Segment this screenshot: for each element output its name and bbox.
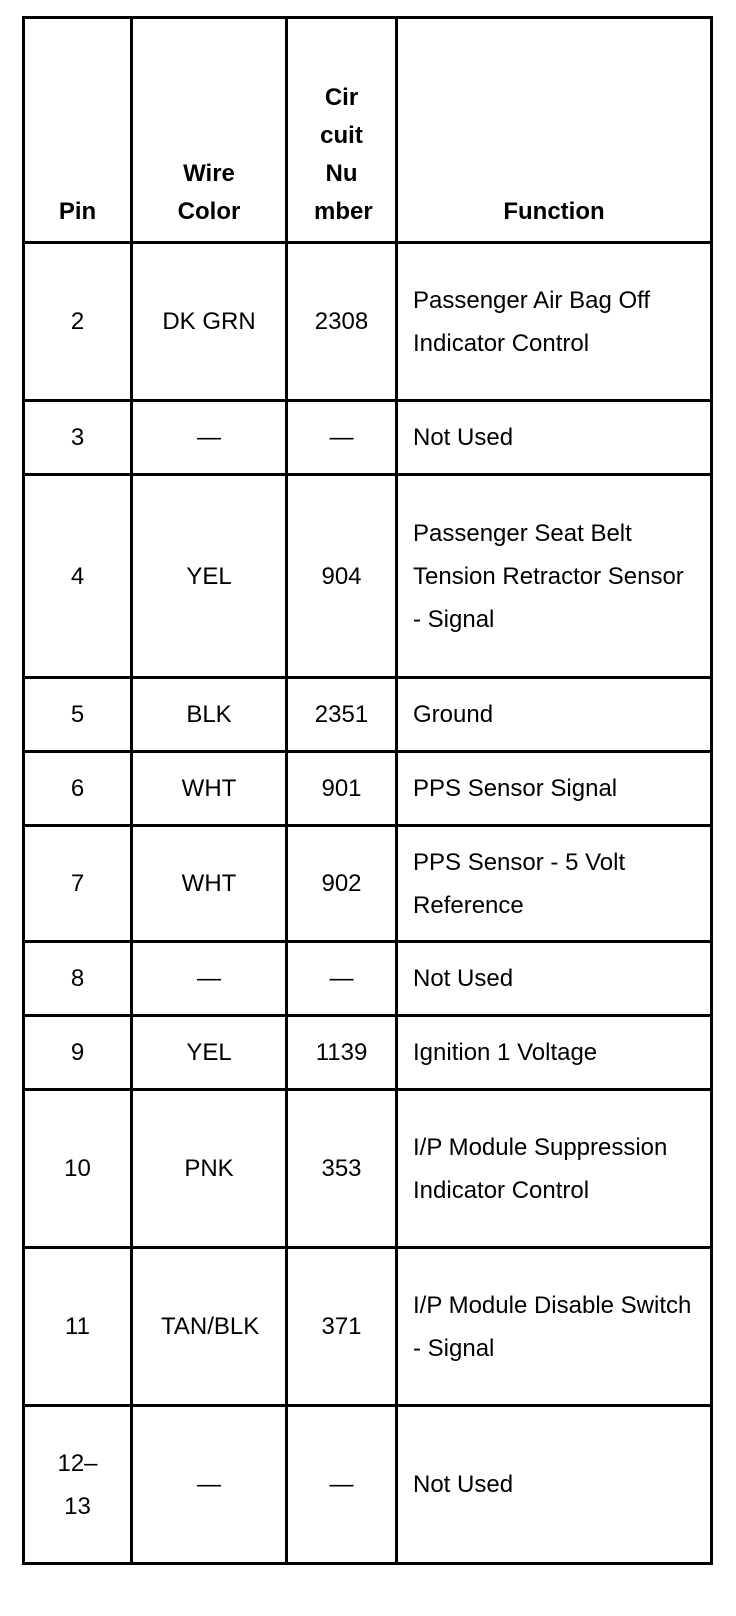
header-wire-color: Wire Color — [132, 18, 287, 243]
table-row — [24, 678, 712, 752]
cell-function: I/P Module Disable Switch - Signal — [397, 1248, 712, 1406]
cell-pin: 11 — [24, 1248, 132, 1406]
header-pin: Pin — [24, 18, 132, 243]
cell-circuit: — — [287, 1406, 397, 1564]
cell-function: Not Used — [397, 1406, 712, 1564]
cell-pin: 5 — [24, 678, 132, 752]
cell-function: Passenger Seat Belt Tension Retractor Sensor - Signal — [397, 475, 712, 678]
cell-pin: 10 — [24, 1090, 132, 1248]
cell-circuit: — — [287, 401, 397, 475]
cell-wire-color: WHT — [132, 826, 287, 942]
cell-wire-color: — — [132, 1406, 287, 1564]
cell-pin: 8 — [24, 942, 132, 1016]
cell-wire-color: BLK — [132, 678, 287, 752]
cell-circuit: 902 — [287, 826, 397, 942]
cell-pin: 2 — [24, 243, 132, 401]
header-function: Function — [397, 18, 712, 243]
table-header-row — [24, 18, 712, 243]
cell-function: PPS Sensor Signal — [397, 752, 712, 826]
cell-function: PPS Sensor - 5 Volt Reference — [397, 826, 712, 942]
table-row — [24, 243, 712, 401]
cell-pin: 9 — [24, 1016, 132, 1090]
table-row — [24, 1406, 712, 1564]
cell-function: Ground — [397, 678, 712, 752]
cell-circuit: 371 — [287, 1248, 397, 1406]
cell-circuit: 2351 — [287, 678, 397, 752]
cell-wire-color: DK GRN — [132, 243, 287, 401]
cell-pin: 12–13 — [24, 1406, 132, 1564]
table-row — [24, 942, 712, 1016]
cell-wire-color: — — [132, 942, 287, 1016]
cell-function: Passenger Air Bag Off Indicator Control — [397, 243, 712, 401]
cell-circuit: 2308 — [287, 243, 397, 401]
cell-circuit: 904 — [287, 475, 397, 678]
cell-wire-color: WHT — [132, 752, 287, 826]
table-row — [24, 1016, 712, 1090]
table-row — [24, 401, 712, 475]
cell-wire-color: — — [132, 401, 287, 475]
cell-pin: 4 — [24, 475, 132, 678]
table-row — [24, 1090, 712, 1248]
cell-function: I/P Module Suppression Indicator Control — [397, 1090, 712, 1248]
cell-circuit: 353 — [287, 1090, 397, 1248]
cell-pin: 3 — [24, 401, 132, 475]
cell-pin: 7 — [24, 826, 132, 942]
cell-wire-color: PNK — [132, 1090, 287, 1248]
connector-pin-table — [22, 16, 713, 1565]
table-row — [24, 752, 712, 826]
cell-wire-color: TAN/BLK — [132, 1248, 287, 1406]
cell-function: Not Used — [397, 942, 712, 1016]
table-row — [24, 1248, 712, 1406]
table-row — [24, 826, 712, 942]
cell-circuit: 1139 — [287, 1016, 397, 1090]
header-circuit-number: Cir cuit Nu mber — [287, 18, 397, 243]
cell-function: Not Used — [397, 401, 712, 475]
cell-pin: 6 — [24, 752, 132, 826]
cell-wire-color: YEL — [132, 1016, 287, 1090]
cell-wire-color: YEL — [132, 475, 287, 678]
cell-function: Ignition 1 Voltage — [397, 1016, 712, 1090]
cell-circuit: — — [287, 942, 397, 1016]
table-row — [24, 475, 712, 678]
cell-circuit: 901 — [287, 752, 397, 826]
